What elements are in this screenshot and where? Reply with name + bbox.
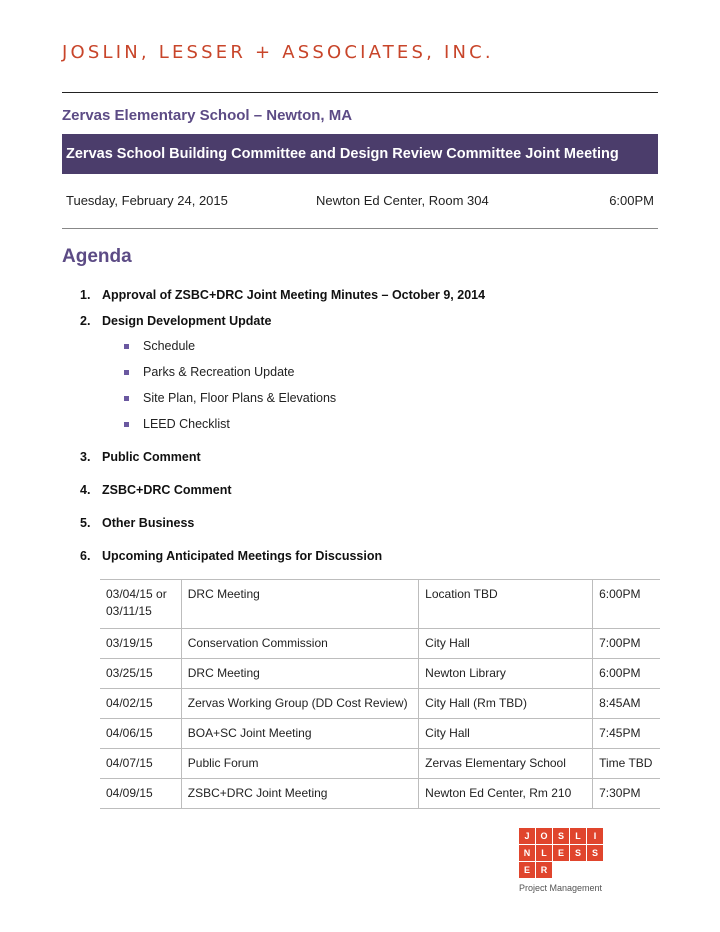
agenda-item-label: Approval of ZSBC+DRC Joint Meeting Minutes – October 9, 2014 [102, 288, 486, 302]
meeting-location-cell: Location TBD [419, 580, 593, 629]
table-row [100, 749, 660, 779]
meeting-location: Newton Ed Center, Room 304 [316, 193, 489, 208]
meeting-name-cell: ZSBC+DRC Joint Meeting [181, 779, 418, 809]
table-row [100, 629, 660, 659]
agenda-item-number: 4. [80, 483, 91, 497]
table-row [100, 779, 660, 809]
logo-letter: S [587, 845, 603, 861]
meeting-time-cell: 6:00PM [593, 580, 660, 629]
agenda-item [80, 288, 485, 302]
logo-letter: S [570, 845, 586, 861]
logo-letter-grid [519, 828, 603, 878]
agenda-subitem [124, 391, 336, 405]
agenda-subitem [124, 417, 230, 431]
meeting-time-cell: 7:00PM [593, 629, 660, 659]
agenda-item-label: Public Comment [102, 450, 201, 464]
company-logo [519, 828, 603, 893]
meetings-table [100, 579, 660, 809]
meeting-location-cell: Newton Ed Center, Rm 210 [419, 779, 593, 809]
square-bullet-icon [124, 396, 129, 401]
school-title: Zervas Elementary School – Newton, MA [62, 107, 353, 124]
logo-caption: Project Management [519, 883, 603, 893]
table-row [100, 719, 660, 749]
logo-letter: L [536, 845, 552, 861]
square-bullet-icon [124, 370, 129, 375]
logo-letter: E [553, 845, 569, 861]
agenda-item-label: Design Development Update [102, 314, 272, 328]
logo-letter: J [519, 828, 535, 844]
table-row [100, 659, 660, 689]
meeting-location-cell: City Hall [419, 629, 593, 659]
meeting-time-cell: 8:45AM [593, 689, 660, 719]
agenda-subitem-label: LEED Checklist [143, 417, 230, 431]
meeting-date-cell: 04/06/15 [100, 719, 181, 749]
meeting-name-cell: BOA+SC Joint Meeting [181, 719, 418, 749]
agenda-subitem-label: Parks & Recreation Update [143, 365, 295, 379]
agenda-subitem [124, 365, 294, 379]
meeting-date-cell: 03/19/15 [100, 629, 181, 659]
meeting-name-cell: Conservation Commission [181, 629, 418, 659]
agenda-item-number: 5. [80, 516, 91, 530]
agenda-subitem-label: Schedule [143, 339, 196, 353]
agenda-item-number: 2. [80, 314, 91, 328]
meeting-banner [62, 134, 658, 174]
meeting-time-cell: 7:30PM [593, 779, 660, 809]
agenda-item [80, 516, 194, 530]
logo-letter: E [519, 862, 535, 878]
meeting-location-cell: City Hall [419, 719, 593, 749]
meeting-date-cell: 04/09/15 [100, 779, 181, 809]
meeting-name-cell: Public Forum [181, 749, 418, 779]
logo-letter: L [570, 828, 586, 844]
agenda-heading: Agenda [62, 246, 132, 267]
meeting-location-cell: Zervas Elementary School [419, 749, 593, 779]
meeting-name-cell: Zervas Working Group (DD Cost Review) [181, 689, 418, 719]
agenda-item-label: Upcoming Anticipated Meetings for Discussion [102, 549, 383, 563]
agenda-item [80, 314, 271, 328]
logo-letter: I [587, 828, 603, 844]
logo-letter: S [553, 828, 569, 844]
agenda-subitem [124, 339, 195, 353]
logo-letter: R [536, 862, 552, 878]
agenda-item [80, 450, 201, 464]
table-row [100, 689, 660, 719]
agenda-item-number: 6. [80, 549, 91, 563]
agenda-item [80, 549, 382, 563]
square-bullet-icon [124, 344, 129, 349]
meeting-location-cell: City Hall (Rm TBD) [419, 689, 593, 719]
meeting-date-cell: 04/07/15 [100, 749, 181, 779]
agenda-item-label: Other Business [102, 516, 195, 530]
meeting-name-cell: DRC Meeting [181, 580, 418, 629]
agenda-item-number: 3. [80, 450, 91, 464]
meeting-date: Tuesday, February 24, 2015 [66, 193, 228, 208]
meeting-banner-text: Zervas School Building Committee and Design Review Committee Joint Meeting [66, 146, 619, 162]
meeting-date-cell: 04/02/15 [100, 689, 181, 719]
meeting-date-cell: 03/25/15 [100, 659, 181, 689]
logo-letter: N [519, 845, 535, 861]
meeting-time-cell: Time TBD [593, 749, 660, 779]
meeting-time-cell: 6:00PM [593, 659, 660, 689]
agenda-item-number: 1. [80, 288, 91, 302]
square-bullet-icon [124, 422, 129, 427]
company-name: JOSLIN, LESSER + ASSOCIATES, INC. [62, 42, 494, 63]
info-rule [62, 228, 658, 229]
table-row [100, 580, 660, 629]
logo-letter: O [536, 828, 552, 844]
meeting-date-cell: 03/04/15 or 03/11/15 [100, 580, 181, 629]
agenda-item [80, 483, 232, 497]
agenda-subitem-label: Site Plan, Floor Plans & Elevations [143, 391, 337, 405]
header-rule [62, 92, 658, 93]
meeting-time-cell: 7:45PM [593, 719, 660, 749]
meeting-name-cell: DRC Meeting [181, 659, 418, 689]
meeting-location-cell: Newton Library [419, 659, 593, 689]
meeting-time: 6:00PM [609, 193, 654, 208]
agenda-item-label: ZSBC+DRC Comment [102, 483, 232, 497]
